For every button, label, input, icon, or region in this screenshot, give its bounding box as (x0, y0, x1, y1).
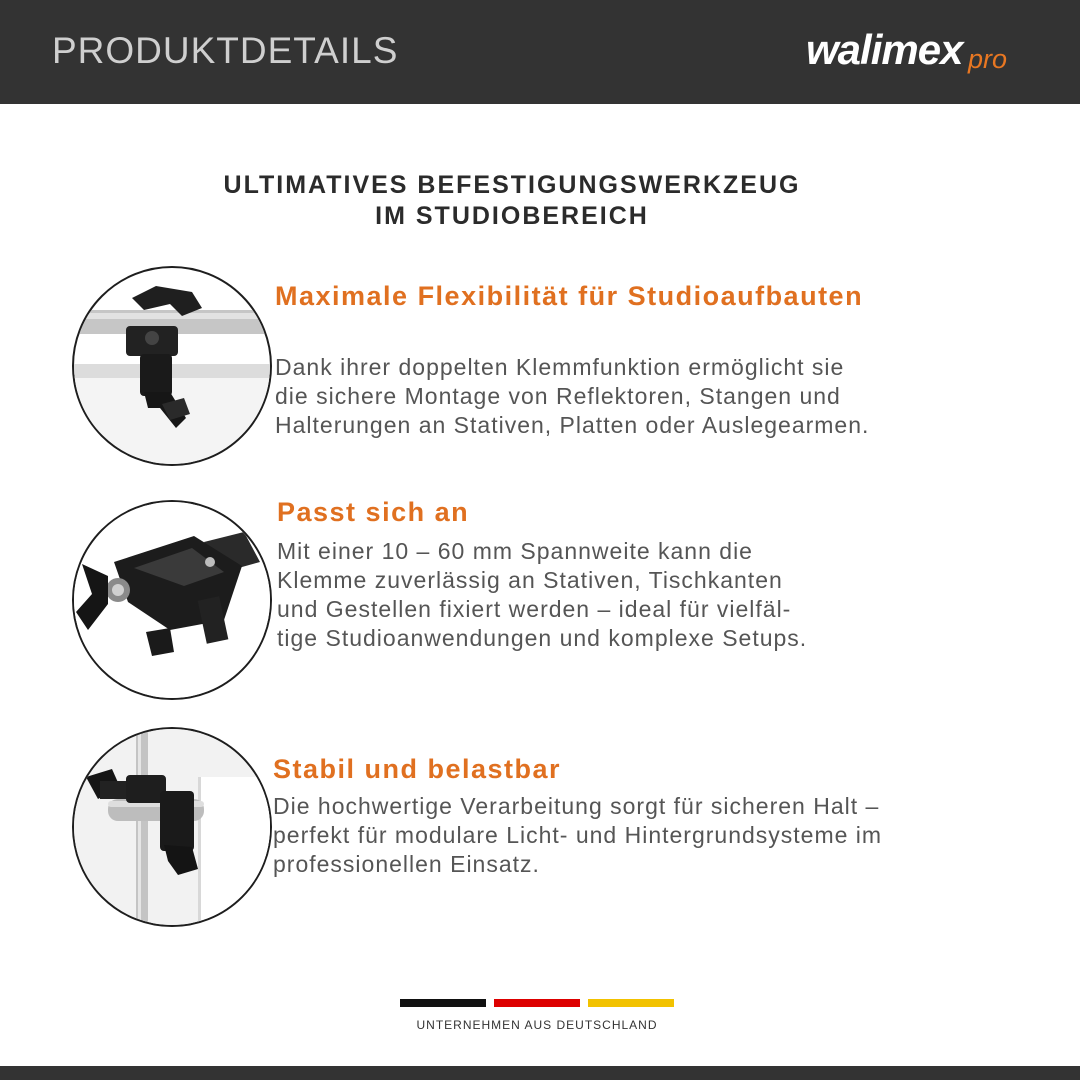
flag-stripe-black (400, 999, 486, 1007)
feature-2-image (72, 500, 272, 700)
feature-1-title: Maximale Flexibilität für Studioaufbauten (275, 281, 864, 311)
made-in-germany-note: UNTERNEHMEN AUS DEUTSCHLAND (416, 1018, 658, 1032)
flag-stripe-red (494, 999, 580, 1007)
main-heading-line-1: ULTIMATIVES BEFESTIGUNGSWERKZEUG (223, 171, 801, 199)
main-heading (0, 170, 1024, 232)
feature-3-title: Stabil und belastbar (273, 754, 562, 784)
header-bar (0, 0, 1080, 104)
feature-1-text: Dank ihrer doppelten Klemmfunktion ermöglicht sie die sichere Montage von Reflektoren, Stangen und Halterungen an Stativen, Platten oder Auslegearmen. (275, 354, 870, 438)
feature-2-text: Mit einer 10 – 60 mm Spannweite kann die Klemme zuverlässig an Stativen, Tischkanten und Gestellen fixiert werden – ideal für vielfäl- tige Studioanwendungen und komplexe Setups. (277, 538, 808, 651)
feature-2-title: Passt sich an (277, 497, 470, 527)
main-heading-line-2: IM STUDIOBEREICH (375, 202, 649, 230)
page-title: PRODUKTDETAILS (52, 30, 399, 71)
bottom-bar (0, 1066, 1080, 1080)
logo-pro-suffix: pro (968, 44, 1008, 74)
brand-logo (806, 26, 1036, 78)
logo-wordmark: walimex (806, 26, 963, 73)
flag-stripe-gold (588, 999, 674, 1007)
feature-1-image (72, 266, 272, 466)
feature-3-image (72, 727, 272, 927)
feature-3-text: Die hochwertige Verarbeitung sorgt für sicheren Halt – perfekt für modulare Licht- und Hintergrundsysteme im professionellen Einsatz. (273, 793, 883, 877)
